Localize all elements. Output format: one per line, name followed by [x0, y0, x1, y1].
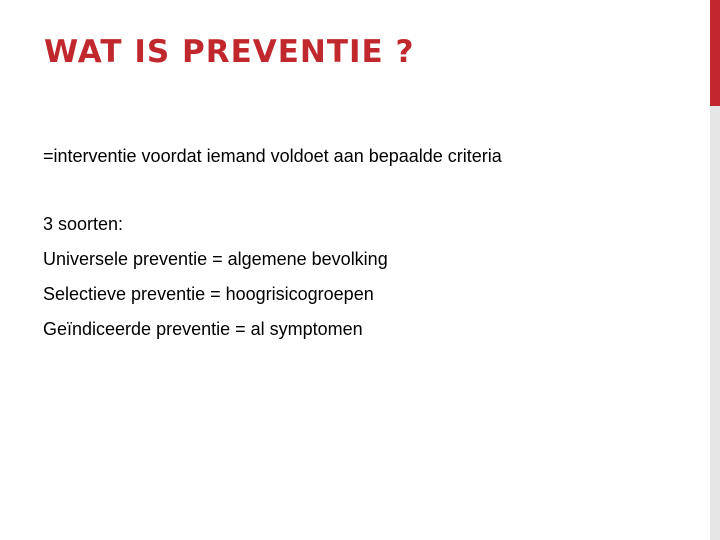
accent-bar-gray	[710, 106, 720, 540]
accent-bar-red	[710, 0, 720, 106]
types-heading: 3 soorten:	[43, 214, 124, 234]
type-universal: Universele preventie = algemene bevolking	[43, 249, 388, 269]
slide-title: WAT IS PREVENTIE ?	[44, 34, 415, 70]
type-selective: Selectieve preventie = hoogrisicogroepen	[43, 284, 374, 304]
type-indicated: Geïndiceerde preventie = al symptomen	[43, 319, 363, 339]
definition-text: =interventie voordat iemand voldoet aan bepaalde criteria	[43, 146, 502, 166]
